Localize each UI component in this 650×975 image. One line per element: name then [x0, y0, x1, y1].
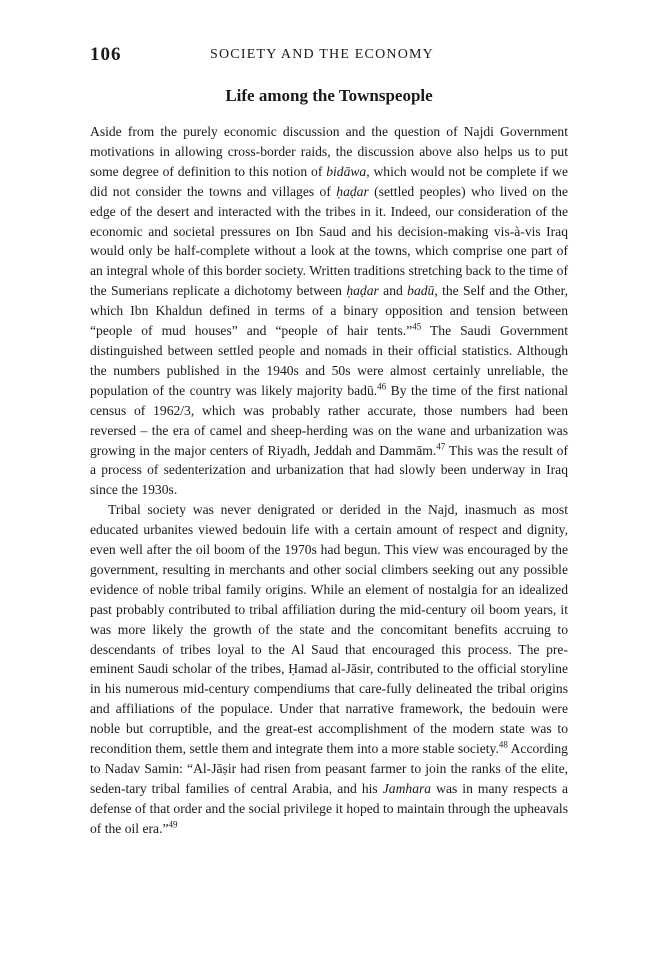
text-run: According to Nadav Samin: “Al-Jāṣir had risen from peasant farmer to join the ranks of the elite, seden-tary tribal families of central Arabia, and his	[90, 741, 568, 796]
text-run: , the Self and the Other, which Ibn Khaldun defined in terms of a binary opposition and tension between “people of mud houses” and “people of hair tents.”	[90, 283, 568, 339]
text-run: The Saudi Government distinguished between settled people and nomads in their official statistics. Although the numbers published in the 1940s and 50s were almost certainly unreliable, the population of the country was likely majority badū.	[90, 323, 569, 398]
section-heading: Life among the Townspeople	[225, 86, 433, 105]
italic-term: ḥaḍar	[336, 183, 369, 199]
footnote-ref: 45	[412, 321, 422, 332]
text-run: , which would not be complete if we did not consider the towns and villages of	[90, 163, 568, 199]
paragraph	[90, 500, 568, 838]
text-run: and	[378, 283, 408, 299]
page-number: 106	[90, 44, 122, 65]
text-run: (settled peoples) who lived on the edge of the desert and interacted with the tribes in it. Indeed, our consideration of the economic and societal pressures on Ibn Saud and his decision-making vis-à-vis Iraq would only be half-complete without a look at the towns, which comprise one part of an integral whole of this border society. Written traditions stretching back to the time of the Sumerians replicate a dichotomy between	[90, 183, 568, 299]
italic-term: bidāwa	[326, 163, 367, 179]
footnote-ref: 47	[436, 440, 446, 451]
text-run: Tribal society was never denigrated or derided in the Najd, inasmuch as most educated urbanites viewed bedouin life with a certain amount of respect and dignity, even well after the oil boom of the 1970s had begun. This view was encouraged by the government, resulting in merchants and other social climbers seeking out any possible evidence of noble tribal family origins. While an element of nostalgia for an idealized past probably contributed to tribal affiliation during the mid-century oil boom years, it was more likely the growth of the state and the concomitant benefits accruing to descendants of tribes loyal to the Al Saud that encouraged this process. The pre-eminent Saudi scholar of the tribes, Ḥamad al-Jāsir, contributed to the official storyline in his numerous mid-century compendiums that care-fully delineated the tribal origins and affiliations of the populace. Under that narrative framework, the bedouin were noble but corruptible, and the great-est accomplishment of the modern state was to recondition them, settle them and integrate them into a more stable society.	[90, 502, 568, 757]
footnote-ref: 48	[498, 739, 508, 750]
text-run: Aside from the purely economic discussion and the question of Najdi Government motivations in allowing cross-border raids, the discussion above also helps us to put some degree of definition to this notion of	[90, 124, 568, 179]
italic-term: badū	[407, 283, 435, 299]
text-run: This was the result of a process of sedenterization and urbanization that had slowly been underway in Iraq since the 1930s.	[90, 442, 568, 498]
running-head	[90, 44, 568, 68]
italic-term: ḥaḍar	[346, 283, 379, 299]
italic-term: Jamhara	[382, 780, 432, 796]
text-run: By the time of the first national census of 1962/3, which was probably rather accurate, those numbers had been reversed – the era of camel and sheep-herding was on the wane and urbanization was growing in the major centers of Riyadh, Jeddah and Dammām.	[90, 382, 568, 458]
text-run: was in many respects a defense of that order and the social privilege it hoped to maintain through the upheavals of the oil era.”	[90, 780, 568, 836]
footnote-ref: 49	[168, 819, 178, 830]
body-text	[90, 122, 568, 839]
paragraph	[90, 122, 568, 500]
footnote-ref: 46	[377, 381, 387, 392]
running-title: SOCIETY AND THE ECONOMY	[210, 47, 434, 62]
